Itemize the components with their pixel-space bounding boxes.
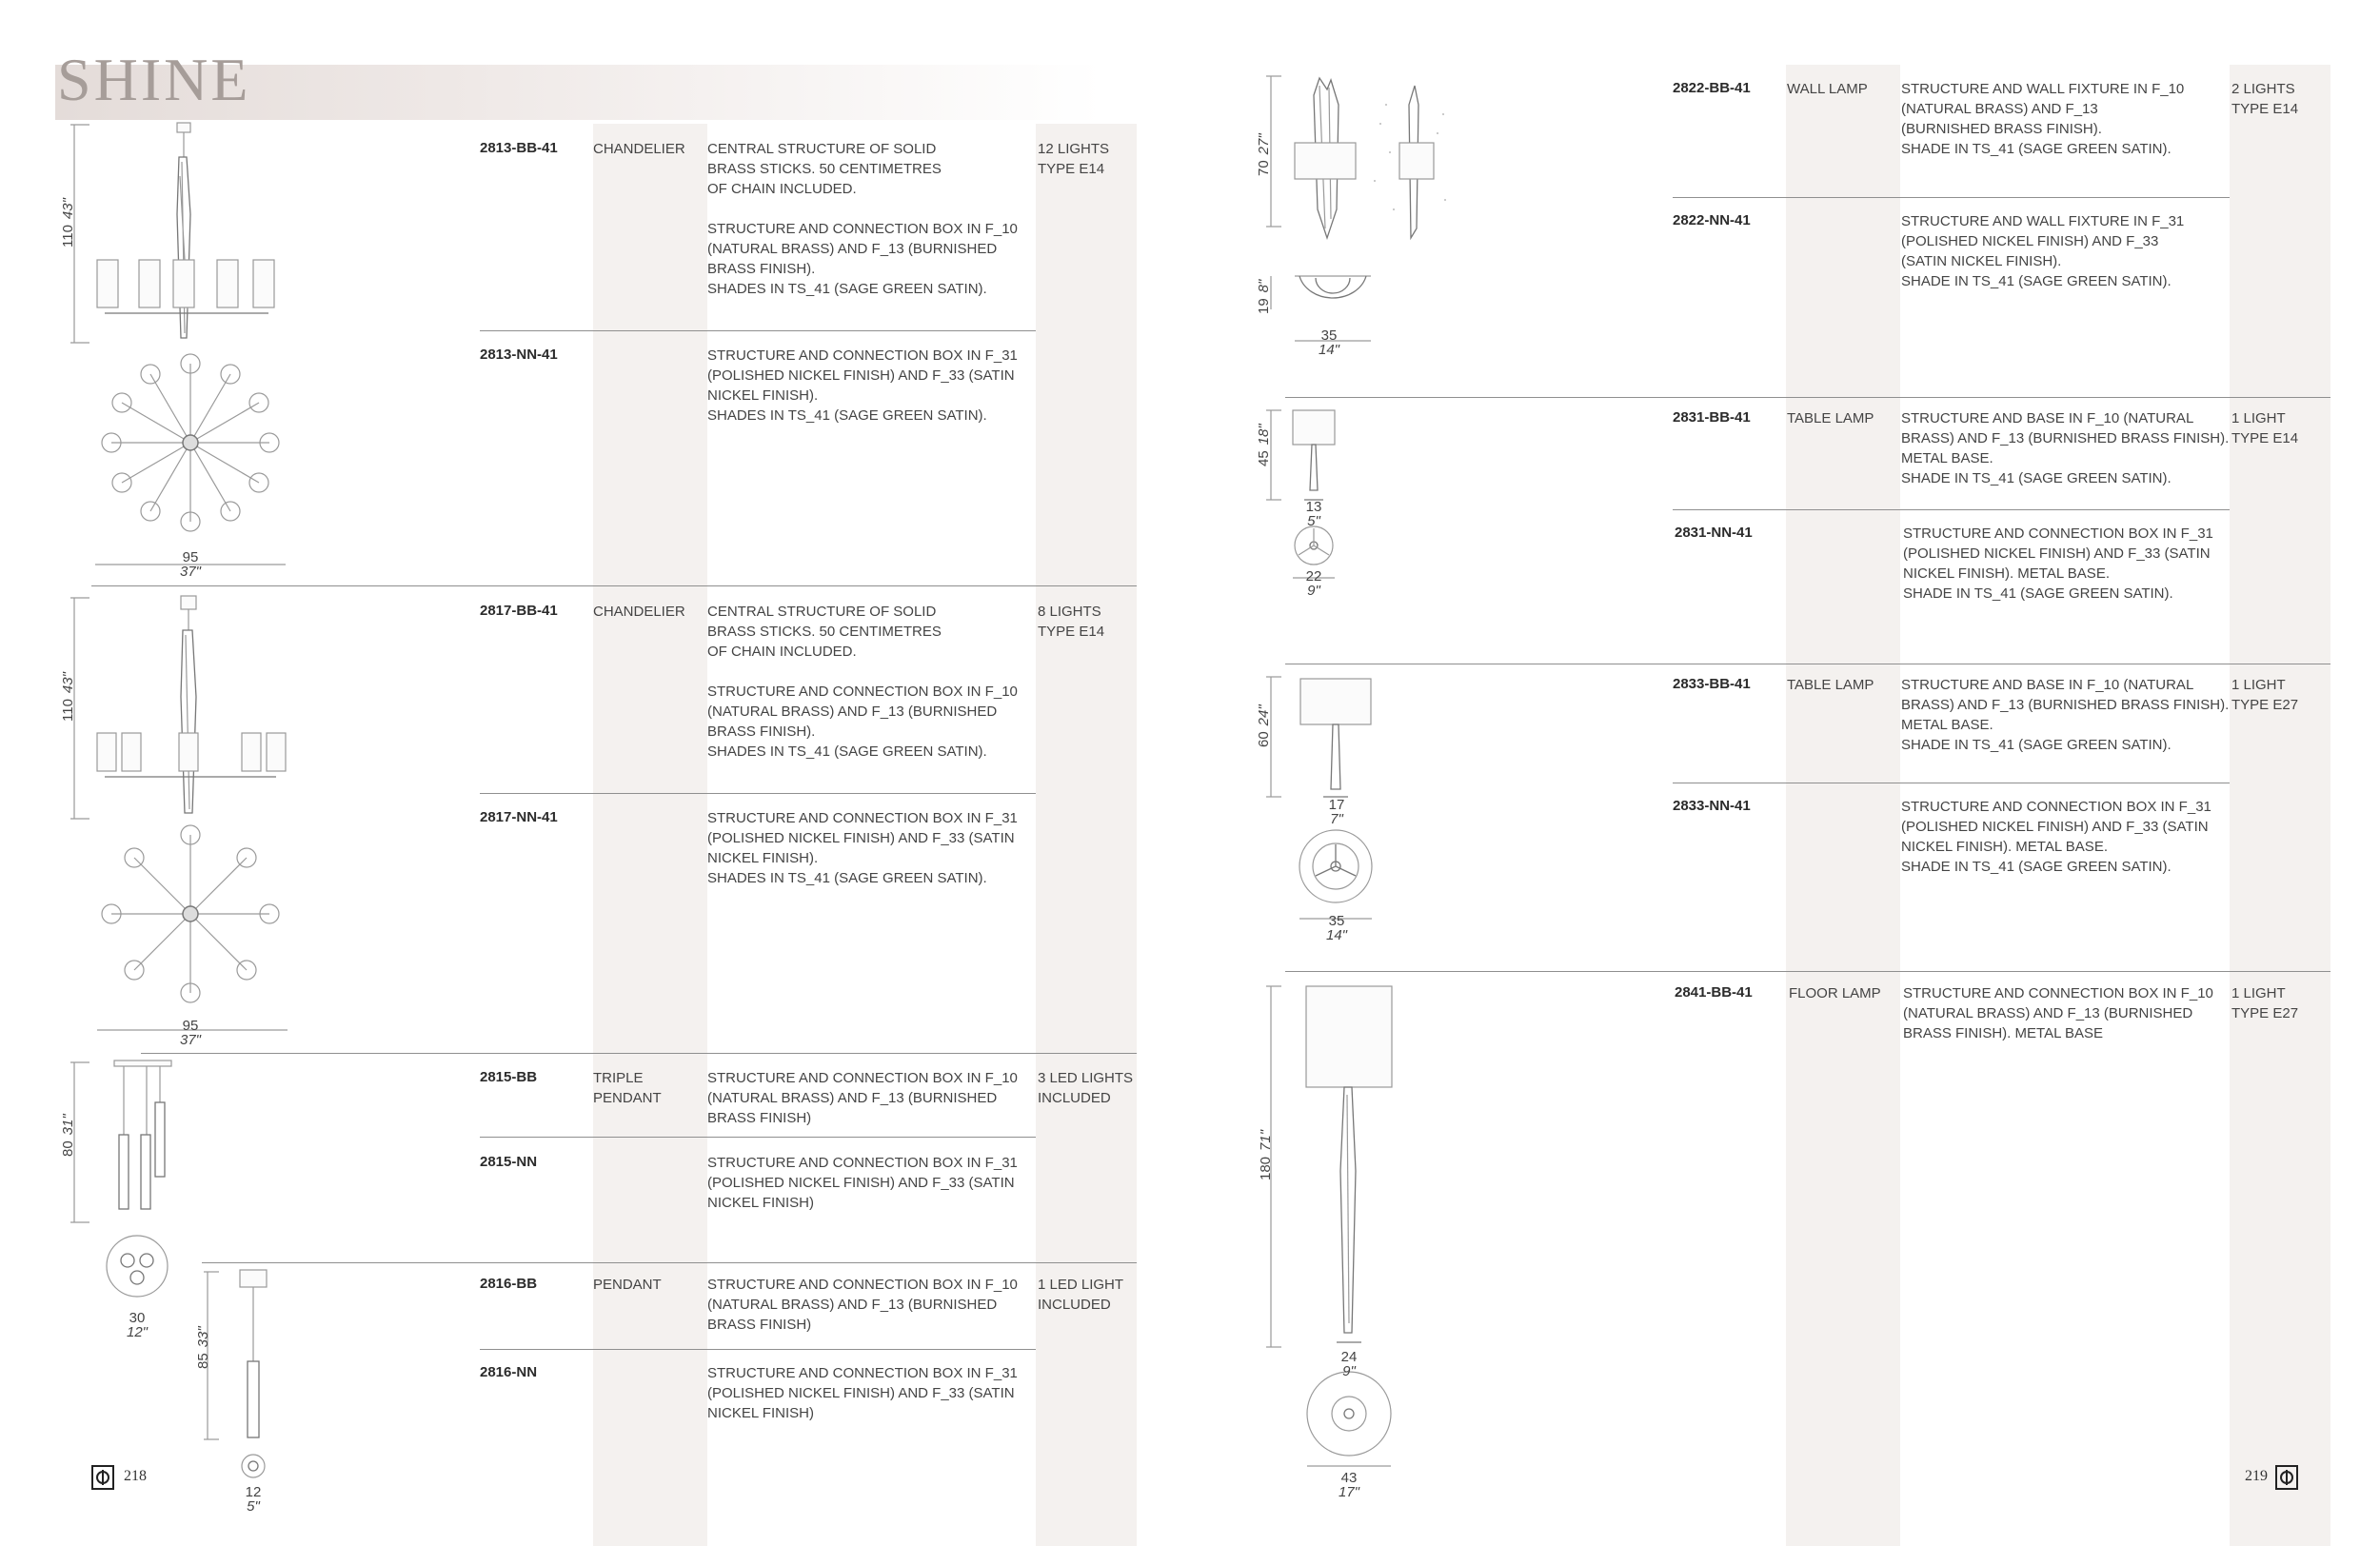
row-divider (480, 793, 1036, 794)
section-divider (91, 585, 1137, 586)
dimension-height: 4518" (1256, 424, 1272, 466)
product-lights: 1 LIGHT TYPE E27 (2231, 985, 2299, 1021)
product-code: 2833-BB-41 (1673, 676, 1751, 692)
dimension-height: 7027" (1256, 133, 1272, 176)
product-lights: 8 LIGHTS TYPE E14 (1038, 604, 1105, 640)
product-description: STRUCTURE AND BASE IN F_10 (NATURAL BRASS) AND F_13 (BURNISHED BRASS FINISH). METAL BASE. SHADE IN TS_41 (SAGE GREEN SATIN). (1901, 410, 2230, 486)
product-lights: 1 LIGHT TYPE E27 (2231, 677, 2299, 713)
page-number: 218 (124, 1468, 147, 1484)
section-divider (141, 1053, 1137, 1054)
dimension-width: 12 5" (245, 1484, 262, 1515)
chandelier-2813-elevation-drawing (67, 119, 314, 347)
product-type: TABLE LAMP (1787, 410, 1874, 426)
dimension-width: 95 37" (179, 549, 201, 580)
product-code: 2815-NN (480, 1154, 538, 1170)
product-code: 2815-BB (480, 1069, 538, 1085)
product-code: 2822-BB-41 (1673, 80, 1751, 96)
product-description: STRUCTURE AND WALL FIXTURE IN F_10 (NATURAL BRASS) AND F_13 (BURNISHED BRASS FINISH). SHADE IN TS_41 (SAGE GREEN SATIN). (1901, 81, 2185, 157)
product-code: 2816-NN (480, 1364, 538, 1380)
row-divider (1673, 197, 2230, 198)
row-divider (480, 1137, 1036, 1138)
product-description: STRUCTURE AND CONNECTION BOX IN F_31 (POLISHED NICKEL FINISH) AND F_33 (SATIN NICKEL FINISH). METAL BASE. SHADE IN TS_41 (SAGE GREEN SATIN). (1901, 799, 2211, 875)
product-type: PENDANT (593, 1277, 662, 1293)
product-code: 2817-BB-41 (480, 603, 558, 619)
dimension-width: 35 14" (1325, 913, 1347, 943)
chandelier-2813-plan-drawing (90, 347, 300, 557)
dimension-height: 8031" (60, 1114, 76, 1157)
dimension-height: 8533" (195, 1326, 211, 1369)
product-description: STRUCTURE AND CONNECTION BOX IN F_10 (NATURAL BRASS) AND F_13 (BURNISHED BRASS FINISH) (707, 1277, 1018, 1333)
row-divider (480, 330, 1036, 331)
pendant-2816-drawing (200, 1266, 276, 1495)
product-description: STRUCTURE AND CONNECTION BOX IN F_10 (NATURAL BRASS) AND F_13 (BURNISHED BRASS FINISH). METAL BASE (1903, 985, 2213, 1041)
product-type: TABLE LAMP (1787, 677, 1874, 693)
triple-pendant-2815-drawing (67, 1059, 181, 1306)
chandelier-2817-plan-drawing (90, 819, 300, 1028)
row-divider (1673, 509, 2230, 510)
dimension-width: 30 12" (126, 1310, 148, 1340)
dimension-height: 6024" (1256, 704, 1272, 747)
product-lights: 1 LED LIGHT INCLUDED (1038, 1277, 1124, 1313)
product-code: 2817-NN-41 (480, 809, 558, 825)
brand-logo-icon (2275, 1465, 2298, 1490)
dimension-height: 11043" (60, 198, 76, 248)
product-description: STRUCTURE AND WALL FIXTURE IN F_31 (POLISHED NICKEL FINISH) AND F_33 (SATIN NICKEL FINISH). SHADE IN TS_41 (SAGE GREEN SATIN). (1901, 213, 2185, 289)
left-lights-column-band (1036, 124, 1137, 1546)
product-type: TRIPLE PENDANT (593, 1070, 662, 1106)
product-code: 2841-BB-41 (1675, 984, 1753, 1001)
chandelier-2817-elevation-drawing (67, 592, 314, 821)
dimension-height: 11043" (60, 672, 76, 722)
product-code: 2833-NN-41 (1673, 798, 1751, 814)
page-title: SHINE (57, 46, 251, 113)
dimension-depth: 198" (1256, 279, 1272, 314)
brand-logo-icon (91, 1465, 114, 1490)
product-lights: 3 LED LIGHTS INCLUDED (1038, 1070, 1134, 1106)
section-divider (1285, 971, 2330, 972)
product-description: STRUCTURE AND CONNECTION BOX IN F_31 (POLISHED NICKEL FINISH) AND F_33 (SATIN NICKEL FINISH). SHADES IN TS_41 (SAGE GREEN SATIN). (707, 347, 1018, 424)
product-type: CHANDELIER (593, 141, 685, 157)
wall-lamp-2822-drawing (1257, 67, 1466, 352)
product-description: STRUCTURE AND CONNECTION BOX IN F_10 (NATURAL BRASS) AND F_13 (BURNISHED BRASS FINISH) (707, 1070, 1018, 1126)
page-number: 219 (2245, 1468, 2268, 1484)
dimension-width: 95 37" (179, 1018, 201, 1048)
dimension-height: 18071" (1258, 1129, 1274, 1180)
product-type: WALL LAMP (1787, 81, 1868, 97)
product-code: 2813-NN-41 (480, 347, 558, 363)
product-lights: 1 LIGHT TYPE E14 (2231, 410, 2299, 446)
product-code: 2822-NN-41 (1673, 212, 1751, 228)
section-divider (202, 1262, 1137, 1263)
product-type: CHANDELIER (593, 604, 685, 620)
product-code: 2831-NN-41 (1675, 525, 1753, 541)
floor-lamp-2841-drawing (1257, 981, 1409, 1485)
section-divider (1285, 397, 2330, 398)
dimension-width: 22 9" (1305, 568, 1322, 599)
product-description: STRUCTURE AND BASE IN F_10 (NATURAL BRASS) AND F_13 (BURNISHED BRASS FINISH). METAL BASE. SHADE IN TS_41 (SAGE GREEN SATIN). (1901, 677, 2230, 753)
product-code: 2813-BB-41 (480, 140, 558, 156)
product-type: FLOOR LAMP (1789, 985, 1881, 1001)
dimension-width: 43 17" (1338, 1470, 1359, 1500)
product-code: 2831-BB-41 (1673, 409, 1751, 426)
product-description: STRUCTURE AND CONNECTION BOX IN F_31 (POLISHED NICKEL FINISH) AND F_33 (SATIN NICKEL FINISH). SHADES IN TS_41 (SAGE GREEN SATIN). (707, 810, 1018, 886)
left-type-column-band (593, 124, 707, 1546)
dimension-base: 13 5" (1305, 499, 1322, 529)
product-description: STRUCTURE AND CONNECTION BOX IN F_31 (POLISHED NICKEL FINISH) AND F_33 (SATIN NICKEL FINISH) (707, 1155, 1018, 1211)
product-lights: 12 LIGHTS TYPE E14 (1038, 141, 1110, 177)
dimension-width: 35 14" (1318, 327, 1339, 358)
product-code: 2816-BB (480, 1276, 538, 1292)
product-lights: 2 LIGHTS TYPE E14 (2231, 81, 2299, 117)
product-description: CENTRAL STRUCTURE OF SOLID BRASS STICKS. 50 CENTIMETRES OF CHAIN INCLUDED. STRUCTURE AND CONNECTION BOX IN F_10 (NATURAL BRASS) AND F_13 (BURNISHED BRASS FINISH). SHADES IN TS_41 (SAGE GREEN SATIN). (707, 604, 1018, 760)
product-description: STRUCTURE AND CONNECTION BOX IN F_31 (POLISHED NICKEL FINISH) AND F_33 (SATIN NICKEL FINISH). METAL BASE. SHADE IN TS_41 (SAGE GREEN SATIN). (1903, 525, 2213, 602)
dimension-base: 24 9" (1340, 1349, 1358, 1379)
right-lights-column-band (2230, 65, 2330, 1546)
right-type-column-band (1786, 65, 1900, 1546)
row-divider (480, 1349, 1036, 1350)
product-description: STRUCTURE AND CONNECTION BOX IN F_31 (POLISHED NICKEL FINISH) AND F_33 (SATIN NICKEL FINISH) (707, 1365, 1018, 1421)
product-description: CENTRAL STRUCTURE OF SOLID BRASS STICKS. 50 CENTIMETRES OF CHAIN INCLUDED. STRUCTURE AND CONNECTION BOX IN F_10 (NATURAL BRASS) AND F_13 (BURNISHED BRASS FINISH). SHADES IN TS_41 (SAGE GREEN SATIN). (707, 141, 1018, 297)
dimension-base: 17 7" (1328, 797, 1345, 827)
